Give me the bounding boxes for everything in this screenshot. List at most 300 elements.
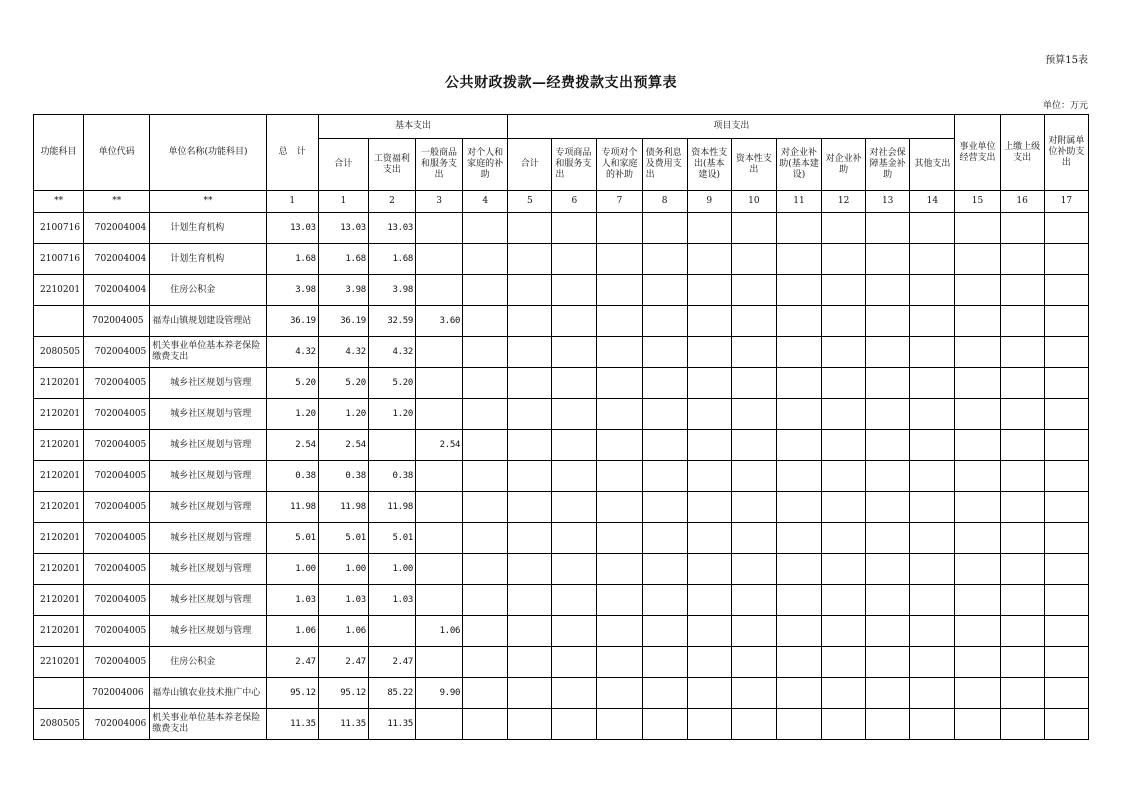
empty-cell	[955, 616, 1000, 647]
table-row	[34, 213, 1089, 244]
empty-cell	[866, 678, 910, 709]
empty-cell	[508, 461, 552, 492]
empty-cell	[731, 709, 776, 740]
column-index-cell: 14	[910, 191, 955, 213]
basic-sum-cell: 13.03	[318, 213, 368, 244]
empty-cell	[1000, 244, 1044, 275]
column-index-cell: **	[84, 191, 150, 213]
empty-cell	[731, 492, 776, 523]
header-affiliate-subsidy: 对附属单位补助支出	[1044, 115, 1088, 191]
column-index-cell: 10	[731, 191, 776, 213]
header-total: 总 计	[266, 115, 318, 191]
empty-cell	[687, 585, 731, 616]
basic-goods-cell	[416, 523, 463, 554]
empty-cell	[642, 430, 687, 461]
empty-cell	[955, 306, 1000, 337]
empty-cell	[1044, 616, 1088, 647]
empty-cell	[822, 275, 866, 306]
func-subject-cell: 2080505	[34, 709, 84, 740]
empty-cell	[597, 678, 642, 709]
basic-wage-cell: 85.22	[368, 678, 415, 709]
unit-name-cell: 城乡社区规划与管理	[150, 461, 266, 492]
empty-cell	[1044, 275, 1088, 306]
page-title: 公共财政拨款—经费拨款支出预算表	[445, 75, 677, 91]
column-index-cell: 1	[318, 191, 368, 213]
basic-personal-cell	[463, 554, 508, 585]
basic-wage-cell: 1.00	[368, 554, 415, 585]
basic-sum-cell: 1.68	[318, 244, 368, 275]
basic-wage-cell: 11.35	[368, 709, 415, 740]
unit-code-cell: 702004005	[84, 461, 150, 492]
empty-cell	[552, 430, 597, 461]
empty-cell	[955, 554, 1000, 585]
empty-cell	[597, 616, 642, 647]
unit-code-cell: 702004004	[84, 275, 150, 306]
empty-cell	[955, 368, 1000, 399]
basic-goods-cell	[416, 368, 463, 399]
basic-wage-cell: 3.98	[368, 275, 415, 306]
table-row	[34, 523, 1089, 554]
basic-goods-cell	[416, 554, 463, 585]
empty-cell	[866, 213, 910, 244]
empty-cell	[822, 709, 866, 740]
empty-cell	[776, 461, 821, 492]
budget-table	[33, 114, 1089, 740]
empty-cell	[597, 492, 642, 523]
column-index-cell: **	[34, 191, 84, 213]
empty-cell	[1044, 461, 1088, 492]
empty-cell	[1000, 368, 1044, 399]
column-index-cell: 7	[597, 191, 642, 213]
table-row	[34, 461, 1089, 492]
basic-wage-cell: 1.68	[368, 244, 415, 275]
empty-cell	[866, 306, 910, 337]
basic-goods-cell	[416, 275, 463, 306]
basic-personal-cell	[463, 399, 508, 430]
basic-sum-cell: 1.20	[318, 399, 368, 430]
empty-cell	[508, 554, 552, 585]
unit-name-cell: 城乡社区规划与管理	[150, 585, 266, 616]
empty-cell	[508, 275, 552, 306]
header-project-personal: 专项对个人和家庭的补助	[597, 139, 642, 191]
basic-wage-cell: 5.20	[368, 368, 415, 399]
empty-cell	[910, 306, 955, 337]
unit-code-cell: 702004006	[84, 678, 150, 709]
empty-cell	[1000, 430, 1044, 461]
unit-code-cell: 702004005	[84, 616, 150, 647]
empty-cell	[731, 399, 776, 430]
empty-cell	[1000, 275, 1044, 306]
empty-cell	[1044, 213, 1088, 244]
basic-goods-cell	[416, 647, 463, 678]
empty-cell	[731, 678, 776, 709]
empty-cell	[642, 709, 687, 740]
empty-cell	[731, 430, 776, 461]
basic-wage-cell: 5.01	[368, 523, 415, 554]
empty-cell	[731, 306, 776, 337]
empty-cell	[731, 213, 776, 244]
empty-cell	[822, 461, 866, 492]
empty-cell	[822, 585, 866, 616]
empty-cell	[597, 399, 642, 430]
empty-cell	[822, 616, 866, 647]
empty-cell	[552, 709, 597, 740]
func-subject-cell: 2120201	[34, 461, 84, 492]
empty-cell	[776, 585, 821, 616]
empty-cell	[822, 337, 866, 368]
empty-cell	[552, 213, 597, 244]
basic-personal-cell	[463, 709, 508, 740]
empty-cell	[1000, 213, 1044, 244]
basic-personal-cell	[463, 337, 508, 368]
empty-cell	[642, 368, 687, 399]
empty-cell	[776, 678, 821, 709]
unit-code-cell: 702004005	[84, 492, 150, 523]
table-row	[34, 430, 1089, 461]
total-cell: 95.12	[266, 678, 318, 709]
empty-cell	[910, 492, 955, 523]
empty-cell	[1000, 554, 1044, 585]
empty-cell	[687, 709, 731, 740]
empty-cell	[910, 213, 955, 244]
empty-cell	[731, 616, 776, 647]
empty-cell	[597, 585, 642, 616]
empty-cell	[642, 337, 687, 368]
empty-cell	[687, 430, 731, 461]
column-index-cell: 12	[822, 191, 866, 213]
unit-code-cell: 702004005	[84, 554, 150, 585]
table-row	[34, 337, 1089, 368]
empty-cell	[731, 368, 776, 399]
basic-sum-cell: 1.06	[318, 616, 368, 647]
unit-code-cell: 702004005	[84, 368, 150, 399]
empty-cell	[687, 399, 731, 430]
table-row	[34, 647, 1089, 678]
empty-cell	[776, 554, 821, 585]
empty-cell	[642, 678, 687, 709]
basic-sum-cell: 36.19	[318, 306, 368, 337]
empty-cell	[1000, 523, 1044, 554]
empty-cell	[822, 430, 866, 461]
basic-goods-cell: 3.60	[416, 306, 463, 337]
empty-cell	[642, 306, 687, 337]
column-index-cell: 1	[266, 191, 318, 213]
unit-code-cell: 702004004	[84, 213, 150, 244]
empty-cell	[1000, 399, 1044, 430]
empty-cell	[687, 554, 731, 585]
empty-cell	[508, 523, 552, 554]
basic-personal-cell	[463, 244, 508, 275]
empty-cell	[1000, 647, 1044, 678]
basic-goods-cell	[416, 585, 463, 616]
header-basic-goods: 一般商品和服务支出	[416, 139, 463, 191]
form-number: 预算15表	[1045, 55, 1088, 66]
func-subject-cell: 2120201	[34, 585, 84, 616]
empty-cell	[552, 585, 597, 616]
empty-cell	[1000, 678, 1044, 709]
empty-cell	[597, 461, 642, 492]
basic-wage-cell: 1.03	[368, 585, 415, 616]
basic-wage-cell: 0.38	[368, 461, 415, 492]
header-project-debt: 债务利息及费用支出	[642, 139, 687, 191]
empty-cell	[866, 492, 910, 523]
empty-cell	[508, 585, 552, 616]
empty-cell	[642, 585, 687, 616]
header-project-capital-construction: 资本性支出(基本建设)	[687, 139, 731, 191]
empty-cell	[910, 337, 955, 368]
empty-cell	[910, 523, 955, 554]
empty-cell	[910, 709, 955, 740]
unit-code-cell: 702004005	[84, 585, 150, 616]
table-row	[34, 275, 1089, 306]
empty-cell	[910, 461, 955, 492]
empty-cell	[642, 647, 687, 678]
header-project-sum: 合计	[508, 139, 552, 191]
empty-cell	[776, 430, 821, 461]
basic-personal-cell	[463, 492, 508, 523]
total-cell: 2.54	[266, 430, 318, 461]
header-upper-payment: 上缴上级支出	[1000, 115, 1044, 191]
func-subject-cell: 2120201	[34, 523, 84, 554]
basic-goods-cell: 1.06	[416, 616, 463, 647]
basic-sum-cell: 1.03	[318, 585, 368, 616]
empty-cell	[822, 523, 866, 554]
empty-cell	[776, 399, 821, 430]
empty-cell	[552, 368, 597, 399]
empty-cell	[597, 337, 642, 368]
total-cell: 2.47	[266, 647, 318, 678]
empty-cell	[776, 709, 821, 740]
unit-name-cell: 城乡社区规划与管理	[150, 368, 266, 399]
empty-cell	[687, 492, 731, 523]
basic-sum-cell: 2.54	[318, 430, 368, 461]
func-subject-cell: 2120201	[34, 554, 84, 585]
empty-cell	[910, 616, 955, 647]
empty-cell	[508, 492, 552, 523]
empty-cell	[597, 213, 642, 244]
header-basic-wage: 工资福利支出	[368, 139, 415, 191]
empty-cell	[1044, 585, 1088, 616]
empty-cell	[866, 368, 910, 399]
header-basic-expenditure: 基本支出	[318, 115, 508, 139]
total-cell: 1.03	[266, 585, 318, 616]
column-index-cell: 13	[866, 191, 910, 213]
unit-name-cell: 机关事业单位基本养老保险缴费支出	[150, 337, 266, 368]
basic-personal-cell	[463, 430, 508, 461]
empty-cell	[910, 244, 955, 275]
unit-name-cell: 城乡社区规划与管理	[150, 492, 266, 523]
empty-cell	[776, 213, 821, 244]
empty-cell	[1044, 337, 1088, 368]
basic-sum-cell: 11.35	[318, 709, 368, 740]
total-cell: 11.98	[266, 492, 318, 523]
empty-cell	[776, 337, 821, 368]
column-index-cell: 11	[776, 191, 821, 213]
basic-goods-cell	[416, 337, 463, 368]
empty-cell	[687, 647, 731, 678]
basic-sum-cell: 5.01	[318, 523, 368, 554]
unit-name-cell: 计划生育机构	[150, 213, 266, 244]
empty-cell	[1044, 430, 1088, 461]
total-cell: 13.03	[266, 213, 318, 244]
empty-cell	[866, 244, 910, 275]
basic-wage-cell: 2.47	[368, 647, 415, 678]
header-basic-personal: 对个人和家庭的补助	[463, 139, 508, 191]
empty-cell	[955, 678, 1000, 709]
empty-cell	[687, 523, 731, 554]
column-index-row	[34, 191, 1089, 213]
empty-cell	[552, 647, 597, 678]
func-subject-cell: 2100716	[34, 244, 84, 275]
header-project-capital: 资本性支出	[731, 139, 776, 191]
empty-cell	[552, 523, 597, 554]
empty-cell	[687, 213, 731, 244]
column-index-cell: 17	[1044, 191, 1088, 213]
basic-sum-cell: 11.98	[318, 492, 368, 523]
empty-cell	[552, 616, 597, 647]
empty-cell	[731, 647, 776, 678]
empty-cell	[866, 585, 910, 616]
empty-cell	[910, 554, 955, 585]
header-unit-code: 单位代码	[84, 115, 150, 191]
table-row	[34, 709, 1089, 740]
unit-code-cell: 702004005	[84, 337, 150, 368]
basic-goods-cell	[416, 399, 463, 430]
column-index-cell: 8	[642, 191, 687, 213]
empty-cell	[776, 492, 821, 523]
empty-cell	[1044, 678, 1088, 709]
basic-sum-cell: 5.20	[318, 368, 368, 399]
empty-cell	[822, 244, 866, 275]
table-row	[34, 492, 1089, 523]
empty-cell	[642, 399, 687, 430]
empty-cell	[642, 244, 687, 275]
empty-cell	[642, 616, 687, 647]
empty-cell	[910, 678, 955, 709]
empty-cell	[508, 647, 552, 678]
basic-goods-cell	[416, 709, 463, 740]
empty-cell	[866, 616, 910, 647]
unit-name-cell: 城乡社区规划与管理	[150, 616, 266, 647]
header-enterprise-operating: 事业单位经营支出	[955, 115, 1000, 191]
basic-personal-cell	[463, 585, 508, 616]
header-project-other: 其他支出	[910, 139, 955, 191]
empty-cell	[552, 244, 597, 275]
empty-cell	[822, 647, 866, 678]
empty-cell	[508, 337, 552, 368]
empty-cell	[731, 523, 776, 554]
basic-goods-cell	[416, 461, 463, 492]
empty-cell	[1044, 306, 1088, 337]
empty-cell	[1044, 492, 1088, 523]
empty-cell	[1000, 492, 1044, 523]
basic-goods-cell	[416, 213, 463, 244]
basic-wage-cell	[368, 616, 415, 647]
empty-cell	[508, 306, 552, 337]
unit-name-cell: 计划生育机构	[150, 244, 266, 275]
empty-cell	[1044, 554, 1088, 585]
basic-goods-cell	[416, 244, 463, 275]
empty-cell	[955, 244, 1000, 275]
table-row	[34, 399, 1089, 430]
total-cell: 1.20	[266, 399, 318, 430]
basic-personal-cell	[463, 213, 508, 244]
empty-cell	[552, 306, 597, 337]
empty-cell	[955, 492, 1000, 523]
empty-cell	[1044, 647, 1088, 678]
table-row	[34, 616, 1089, 647]
table-row	[34, 585, 1089, 616]
empty-cell	[508, 399, 552, 430]
empty-cell	[955, 647, 1000, 678]
empty-cell	[687, 337, 731, 368]
empty-cell	[508, 244, 552, 275]
empty-cell	[597, 306, 642, 337]
basic-sum-cell: 95.12	[318, 678, 368, 709]
func-subject-cell: 2210201	[34, 275, 84, 306]
empty-cell	[1000, 585, 1044, 616]
empty-cell	[822, 399, 866, 430]
empty-cell	[731, 554, 776, 585]
basic-personal-cell	[463, 616, 508, 647]
unit-name-cell: 住房公积金	[150, 275, 266, 306]
unit-code-cell: 702004004	[84, 244, 150, 275]
unit-code-cell: 702004005	[84, 523, 150, 554]
basic-personal-cell	[463, 461, 508, 492]
header-project-enterprise-construction: 对企业补助(基本建设)	[776, 139, 821, 191]
basic-sum-cell: 1.00	[318, 554, 368, 585]
empty-cell	[552, 275, 597, 306]
empty-cell	[955, 709, 1000, 740]
empty-cell	[1000, 709, 1044, 740]
empty-cell	[955, 399, 1000, 430]
empty-cell	[642, 554, 687, 585]
empty-cell	[1000, 306, 1044, 337]
empty-cell	[776, 523, 821, 554]
empty-cell	[597, 275, 642, 306]
empty-cell	[597, 523, 642, 554]
empty-cell	[822, 306, 866, 337]
basic-personal-cell	[463, 523, 508, 554]
column-index-cell: 6	[552, 191, 597, 213]
unit-name-cell: 住房公积金	[150, 647, 266, 678]
func-subject-cell: 2080505	[34, 337, 84, 368]
total-cell: 5.20	[266, 368, 318, 399]
empty-cell	[687, 244, 731, 275]
empty-cell	[866, 523, 910, 554]
empty-cell	[552, 492, 597, 523]
empty-cell	[687, 275, 731, 306]
empty-cell	[776, 368, 821, 399]
basic-personal-cell	[463, 368, 508, 399]
basic-wage-cell: 1.20	[368, 399, 415, 430]
empty-cell	[597, 709, 642, 740]
empty-cell	[508, 430, 552, 461]
empty-cell	[955, 213, 1000, 244]
empty-cell	[1044, 399, 1088, 430]
basic-wage-cell: 4.32	[368, 337, 415, 368]
empty-cell	[642, 461, 687, 492]
empty-cell	[955, 585, 1000, 616]
empty-cell	[955, 430, 1000, 461]
empty-cell	[642, 492, 687, 523]
unit-name-cell: 福寿山镇规划建设管理站	[150, 306, 266, 337]
empty-cell	[687, 678, 731, 709]
basic-sum-cell: 3.98	[318, 275, 368, 306]
empty-cell	[866, 399, 910, 430]
basic-personal-cell	[463, 306, 508, 337]
basic-sum-cell: 4.32	[318, 337, 368, 368]
